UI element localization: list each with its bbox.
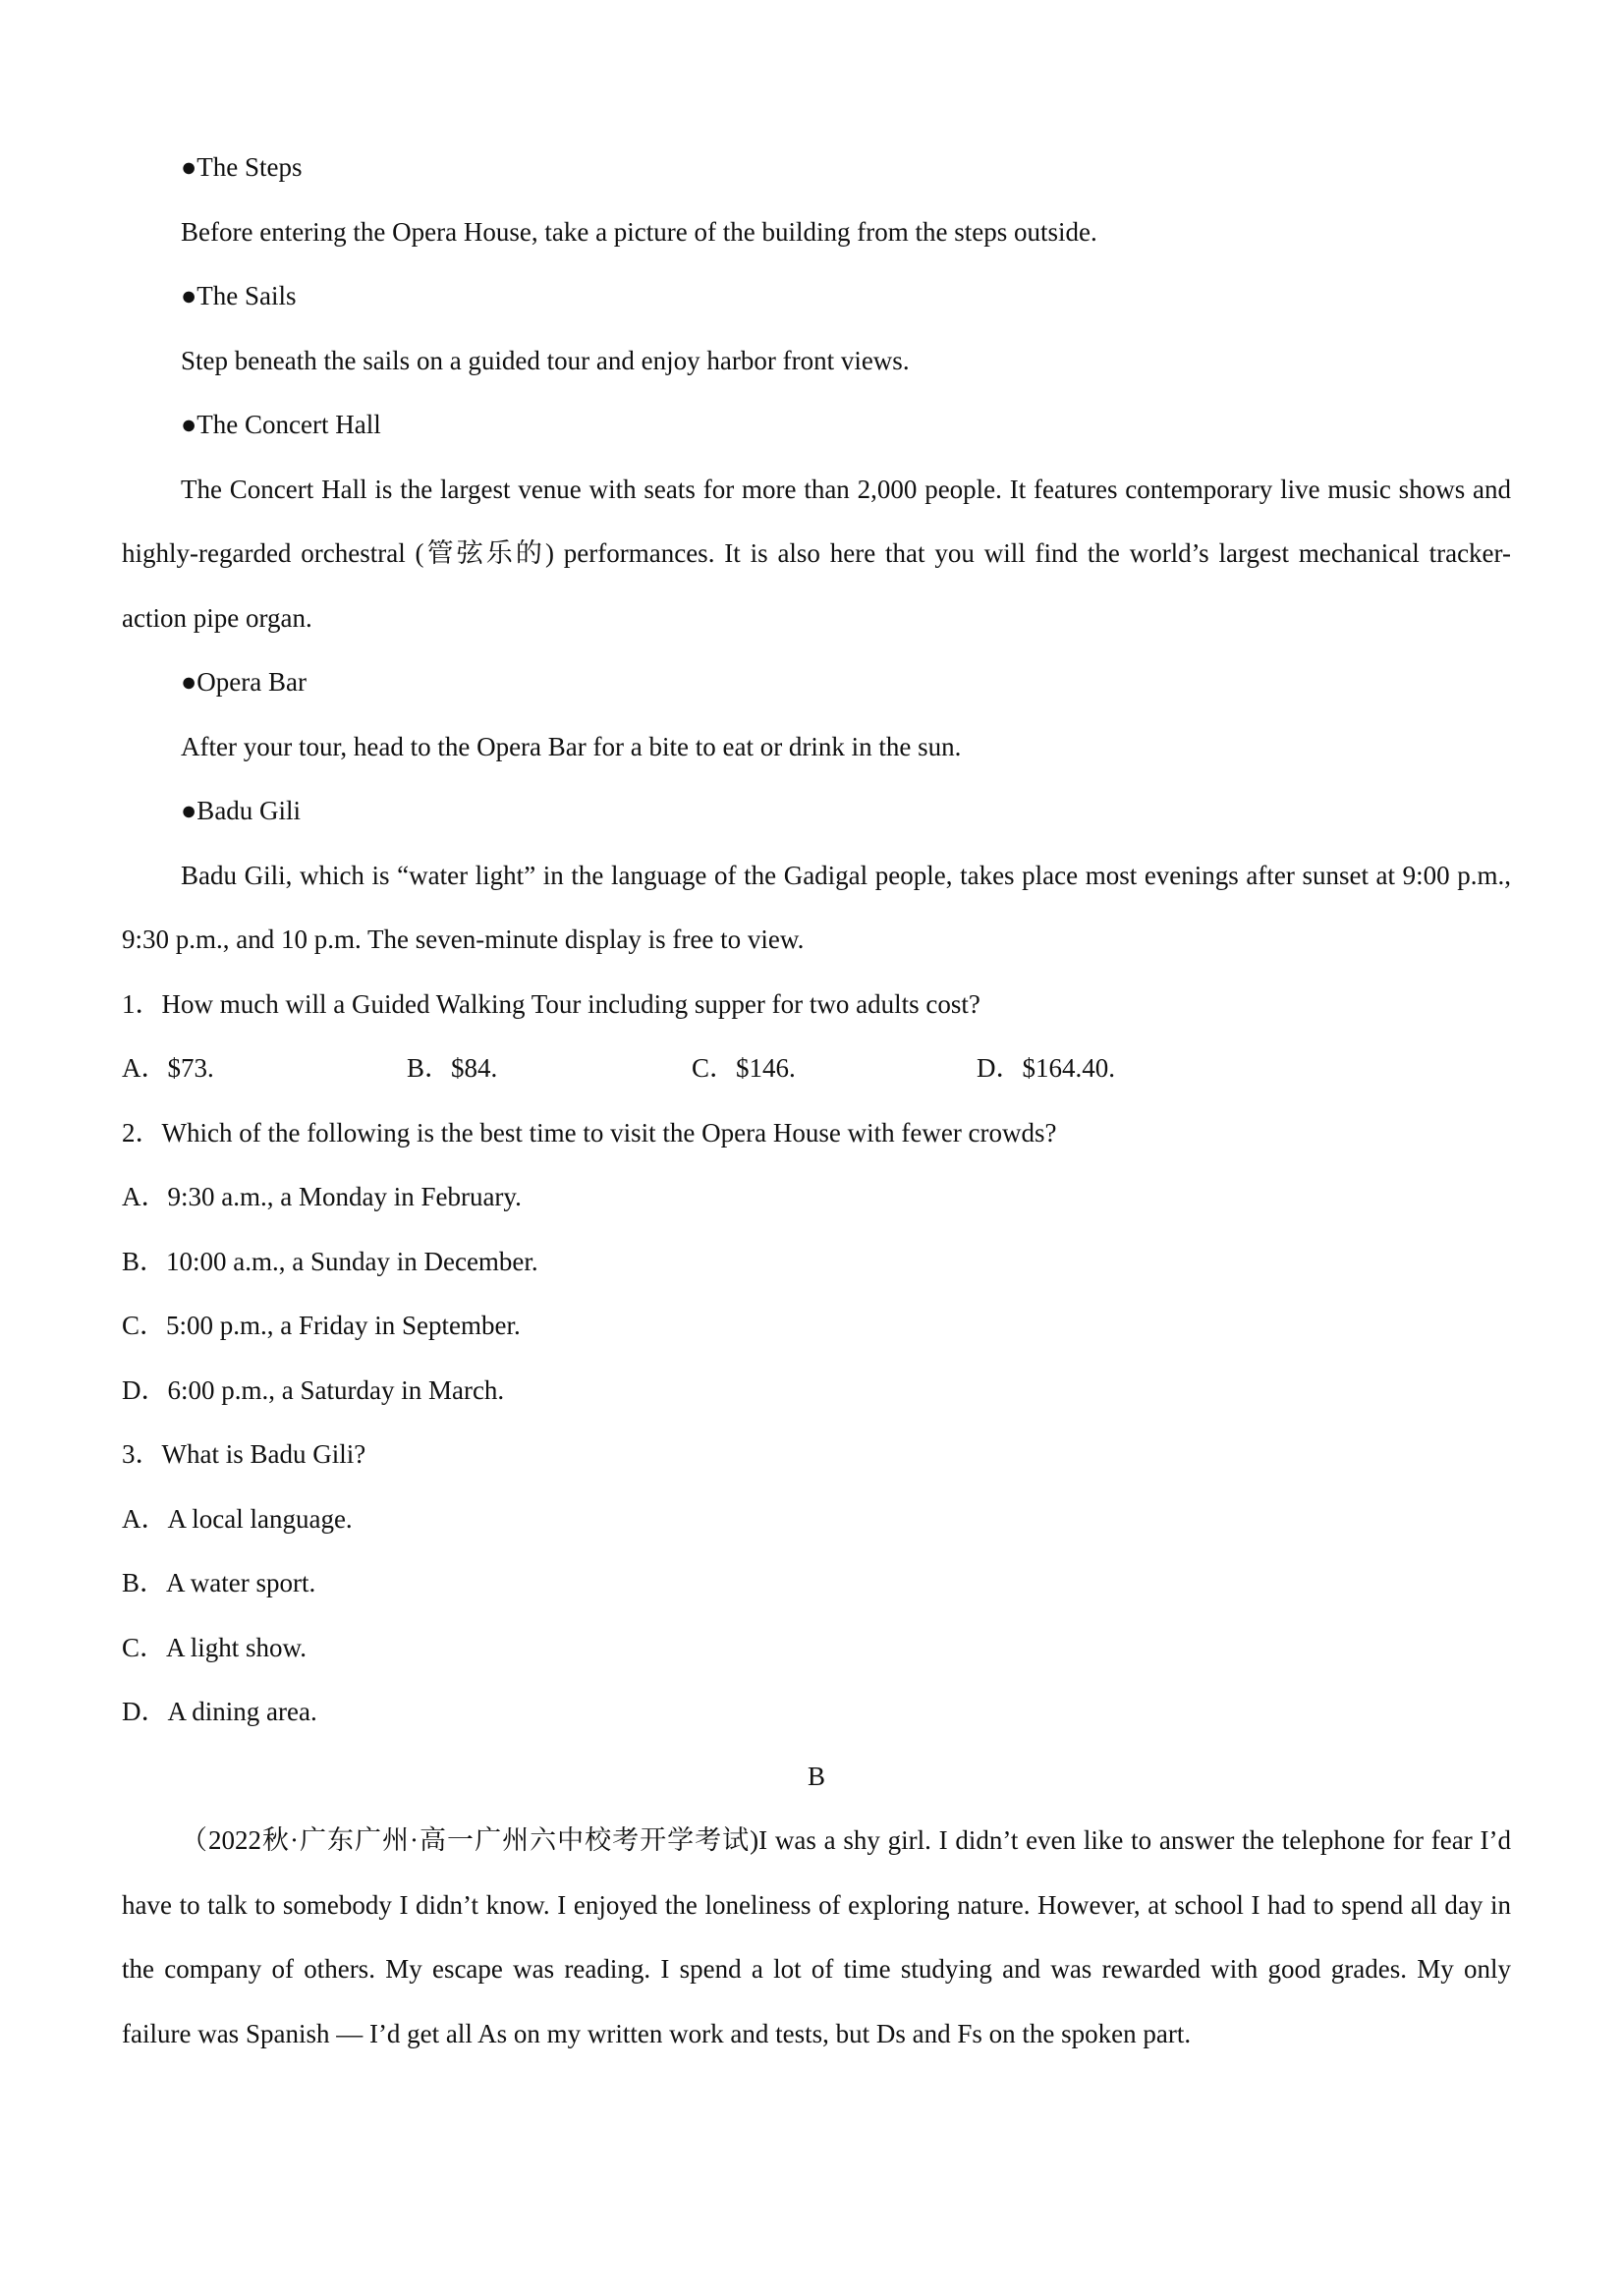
item-text-sails: Step beneath the sails on a guided tour and enjoy harbor front views. [181,345,910,375]
question-1-option-b: B．$84. [407,1053,498,1083]
item-text-steps: Before entering the Opera House, take a picture of the building from the steps outside. [181,216,1097,247]
question-2-stem: 2．Which of the following is the best time to visit the Opera House with fewer crowds? [122,1117,1057,1148]
question-2-option-d: D．6:00 p.m., a Saturday in March. [122,1374,505,1405]
item-heading-sails: ●The Sails [181,281,297,310]
question-2-option-c: C．5:00 p.m., a Friday in September. [122,1311,521,1340]
question-3-option-c: C．A light show. [122,1632,308,1662]
question-1-option-a: A．$73. [122,1053,214,1083]
item-text-concert-hall: The Concert Hall is the largest venue with seats for more than 2,000 people. It features contemporary live music shows and highly-regarded orchestral (管弦乐的) performances. It is also here that you will find the world’s largest mechanical tracker-action pipe organ. [122,474,1511,633]
question-2-option-a: A．9:30 a.m., a Monday in February. [122,1182,522,1211]
question-3-stem: 3．What is Badu Gili? [122,1439,366,1469]
item-heading-steps: ●The Steps [181,152,303,182]
section-b-paragraph: （2022秋·广东广州·高一广州六中校考开学考试)I was a shy girl. I didn’t even like to answer the telephone for fear I’d have to talk to somebody I didn’t know. I enjoyed the loneliness of exploring nature. However, at school I had to spend all day in the company of others. My escape was reading. I spend a lot of time studying and was rewarded with good grades. My only failure was Spanish — I’d get all As on my written work and tests, but Ds and Fs on the spoken part. [122,1825,1511,2048]
section-b-title: B [807,1761,825,1791]
question-3-option-d: D．A dining area. [122,1697,317,1726]
item-text-badu-gili: Badu Gili, which is “water light” in the language of the Gadigal people, takes place most evenings after sunset at 9:00 p.m., 9:30 p.m., and 10 p.m. The seven-minute display is free to view. [122,860,1511,954]
question-1-options [122,1036,1511,1101]
item-heading-badu-gili: ●Badu Gili [181,796,302,825]
question-1-option-d: D．$164.40. [977,1053,1115,1083]
item-heading-concert-hall: ●The Concert Hall [181,410,381,439]
question-1-option-c: C．$146. [692,1053,796,1083]
item-text-opera-bar: After your tour, head to the Opera Bar for a bite to eat or drink in the sun. [181,731,962,761]
question-3-option-b: B．A water sport. [122,1568,316,1597]
question-3-option-a: A．A local language. [122,1503,353,1534]
question-2-option-b: B．10:00 a.m., a Sunday in December. [122,1246,538,1276]
question-1-stem: 1．How much will a Guided Walking Tour including supper for two adults cost? [122,988,980,1019]
item-heading-opera-bar: ●Opera Bar [181,667,307,697]
document-page [122,136,1511,2066]
